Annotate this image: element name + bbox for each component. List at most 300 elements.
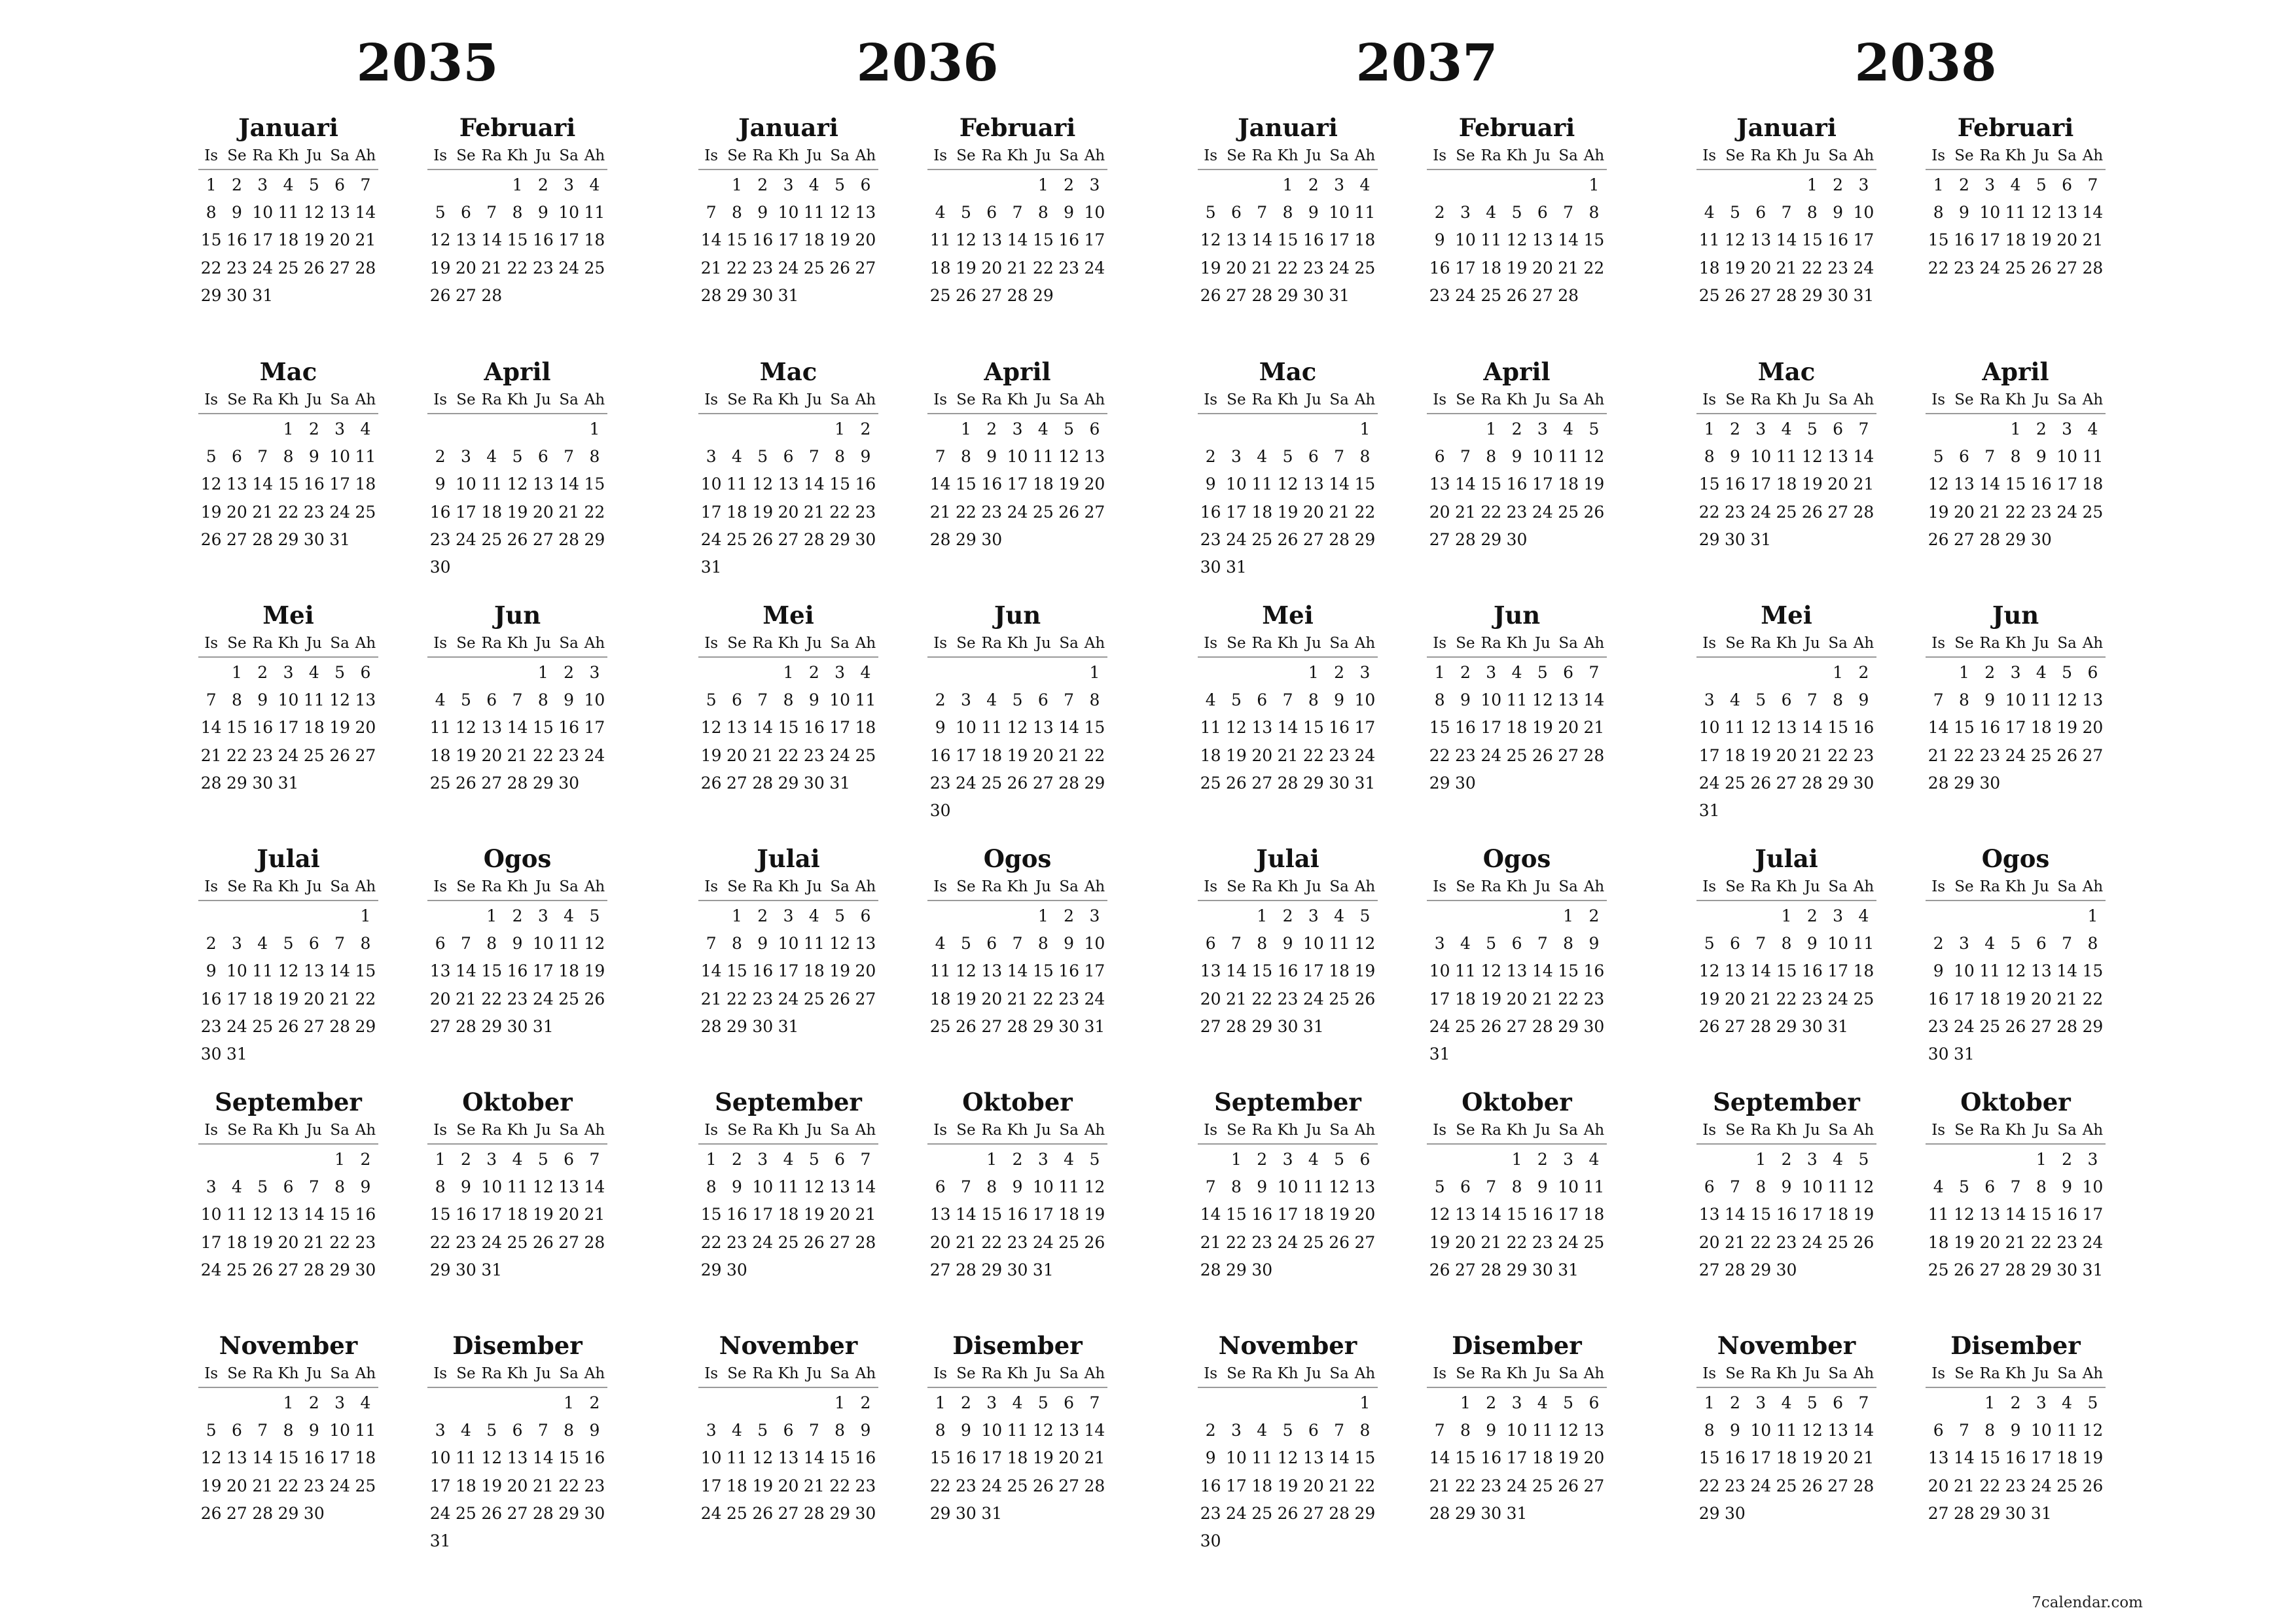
day-cell: 3 xyxy=(783,175,794,194)
day-cell: 17 xyxy=(584,718,605,738)
day-cell: 24 xyxy=(1979,258,2001,277)
day-cell: 23 xyxy=(1827,258,1849,277)
day-cell: 22 xyxy=(532,745,554,765)
day-cell: 20 xyxy=(1226,258,1247,277)
day-cell: 20 xyxy=(726,745,747,765)
weekday-label: Is xyxy=(933,878,948,895)
day-cell: 22 xyxy=(1354,1476,1376,1495)
day-cell: 19 xyxy=(1084,1205,1105,1224)
day-cell: 18 xyxy=(1480,258,1502,277)
day-cell: 13 xyxy=(726,718,747,738)
day-cell: 3 xyxy=(486,1150,497,1169)
day-cell: 19 xyxy=(1954,1232,1975,1252)
day-cell: 9 xyxy=(1588,934,1600,954)
month-calendar xyxy=(198,113,378,310)
day-cell: 28 xyxy=(1928,773,1949,793)
day-cell: 14 xyxy=(200,718,222,738)
weekday-label: Se xyxy=(456,147,476,164)
day-cell: 29 xyxy=(278,529,299,549)
day-cell: 9 xyxy=(1984,690,1996,710)
weekday-label: Ju xyxy=(806,1122,822,1139)
day-cell: 2 xyxy=(731,1150,742,1169)
day-cell: 8 xyxy=(783,690,794,710)
day-cell: 1 xyxy=(206,175,217,194)
day-cell: 28 xyxy=(803,529,825,549)
day-cell: 2 xyxy=(2036,419,2047,438)
weekday-label: Is xyxy=(1433,1365,1447,1382)
day-cell: 22 xyxy=(1506,1232,1528,1252)
day-cell: 9 xyxy=(1308,203,1319,223)
day-cell: 10 xyxy=(829,690,851,710)
day-cell: 12 xyxy=(456,718,476,738)
day-cell: 2 xyxy=(1486,1393,1497,1412)
weekday-label: Ra xyxy=(252,1365,274,1382)
day-cell: 4 xyxy=(2010,175,2021,194)
weekday-label: Kh xyxy=(2005,391,2026,408)
day-cell: 21 xyxy=(1007,258,1028,277)
day-cell: 30 xyxy=(200,1044,222,1063)
day-cell: 31 xyxy=(226,1044,247,1063)
day-cell: 2 xyxy=(960,1393,971,1412)
day-cell: 19 xyxy=(2056,718,2078,738)
day-cell: 12 xyxy=(2056,690,2078,710)
weekday-label: Se xyxy=(1227,1365,1246,1382)
weekday-label: Ra xyxy=(252,391,274,408)
day-cell: 21 xyxy=(1558,258,1579,277)
day-cell: 19 xyxy=(1725,258,1746,277)
weekday-label: Sa xyxy=(330,1122,350,1139)
day-cell: 6 xyxy=(564,1150,575,1169)
day-cell: 13 xyxy=(981,961,1003,981)
day-cell: 10 xyxy=(778,203,799,223)
weekday-label: Kh xyxy=(2005,878,2026,895)
day-grid xyxy=(698,1146,878,1284)
day-cell: 22 xyxy=(2005,502,2026,522)
day-cell: 3 xyxy=(589,663,600,682)
weekday-label: Ah xyxy=(1583,878,1605,895)
day-cell: 26 xyxy=(507,529,528,549)
weekday-label: Sa xyxy=(1828,147,1848,164)
day-cell: 17 xyxy=(1750,474,1772,494)
day-cell: 25 xyxy=(726,529,747,549)
day-cell: 25 xyxy=(1827,1232,1849,1252)
day-cell: 13 xyxy=(1725,961,1746,981)
day-cell: 13 xyxy=(1058,1421,1080,1440)
month-name: Mei xyxy=(262,601,314,630)
day-grid xyxy=(1926,902,2106,1068)
day-cell: 6 xyxy=(2087,663,2098,682)
day-cell: 3 xyxy=(1282,1150,1293,1169)
day-cell: 5 xyxy=(308,175,319,194)
day-cell: 16 xyxy=(1776,1205,1797,1224)
day-cell: 18 xyxy=(278,230,299,250)
day-cell: 4 xyxy=(1729,690,1740,710)
day-cell: 13 xyxy=(1750,230,1772,250)
day-cell: 8 xyxy=(360,934,371,954)
day-cell: 12 xyxy=(532,1177,554,1197)
day-cell: 6 xyxy=(1511,934,1522,954)
day-cell: 1 xyxy=(1089,663,1100,682)
day-cell: 17 xyxy=(1979,230,2001,250)
day-cell: 14 xyxy=(252,1448,274,1468)
day-cell: 24 xyxy=(1853,258,1874,277)
weekday-label: Se xyxy=(1725,147,1745,164)
day-cell: 12 xyxy=(1032,1421,1054,1440)
day-cell: 27 xyxy=(1979,1260,2001,1279)
day-cell: 31 xyxy=(829,773,851,793)
day-cell: 2 xyxy=(1958,175,1969,194)
day-cell: 30 xyxy=(303,1503,325,1523)
day-cell: 1 xyxy=(512,175,523,194)
weekday-label: Se xyxy=(956,391,976,408)
day-cell: 13 xyxy=(456,230,476,250)
weekday-label: Sa xyxy=(1828,878,1848,895)
day-cell: 21 xyxy=(558,502,580,522)
weekday-label: Ah xyxy=(2082,878,2104,895)
day-cell: 26 xyxy=(1558,1476,1579,1495)
day-cell: 9 xyxy=(860,447,871,467)
day-cell: 16 xyxy=(1979,718,2001,738)
day-cell: 4 xyxy=(308,663,319,682)
month-calendar xyxy=(1198,113,1378,310)
day-cell: 11 xyxy=(507,1177,528,1197)
day-cell: 11 xyxy=(1979,961,2001,981)
day-cell: 16 xyxy=(1251,1205,1273,1224)
day-cell: 27 xyxy=(481,773,503,793)
day-cell: 27 xyxy=(226,529,247,549)
weekday-label: Se xyxy=(1456,635,1475,652)
day-cell: 4 xyxy=(257,934,268,954)
month-calendar xyxy=(198,1087,378,1284)
day-cell: 15 xyxy=(726,961,747,981)
day-cell: 9 xyxy=(986,447,997,467)
weekday-header xyxy=(927,1361,1107,1388)
day-cell: 20 xyxy=(1532,258,1553,277)
day-cell: 4 xyxy=(1460,934,1471,954)
day-cell: 13 xyxy=(1200,961,1221,981)
day-cell: 26 xyxy=(329,745,351,765)
weekday-label: Ju xyxy=(1035,1365,1051,1382)
weekday-label: Is xyxy=(1433,878,1447,895)
weekday-label: Kh xyxy=(278,635,299,652)
day-cell: 1 xyxy=(1958,663,1969,682)
day-cell: 23 xyxy=(1480,1476,1502,1495)
day-cell: 16 xyxy=(1302,230,1324,250)
day-cell: 27 xyxy=(1302,529,1324,549)
day-cell: 26 xyxy=(1506,285,1528,305)
day-cell: 30 xyxy=(1583,1016,1605,1036)
day-cell: 29 xyxy=(1084,773,1105,793)
day-cell: 25 xyxy=(226,1260,247,1279)
weekday-header xyxy=(1696,1361,1876,1388)
day-cell: 25 xyxy=(1302,1232,1324,1252)
day-cell: 13 xyxy=(929,1205,951,1224)
day-cell: 13 xyxy=(1354,1177,1376,1197)
weekday-label: Sa xyxy=(830,391,850,408)
day-cell: 6 xyxy=(1257,690,1268,710)
day-cell: 9 xyxy=(935,718,946,738)
day-cell: 2 xyxy=(935,690,946,710)
weekday-label: Sa xyxy=(1558,147,1578,164)
day-cell: 15 xyxy=(1032,961,1054,981)
day-cell: 18 xyxy=(1506,718,1528,738)
day-cell: 10 xyxy=(1084,203,1105,223)
day-cell: 10 xyxy=(1801,1177,1823,1197)
day-cell: 27 xyxy=(855,258,876,277)
day-cell: 6 xyxy=(1588,1393,1600,1412)
month-calendar xyxy=(1198,357,1378,581)
weekday-header xyxy=(427,630,607,658)
day-cell: 2 xyxy=(360,1150,371,1169)
day-cell: 25 xyxy=(252,1016,274,1036)
day-cell: 22 xyxy=(1226,1232,1247,1252)
weekday-label: Ra xyxy=(752,1122,774,1139)
day-cell: 26 xyxy=(1801,502,1823,522)
day-cell: 22 xyxy=(1480,502,1502,522)
day-cell: 10 xyxy=(226,961,247,981)
day-cell: 21 xyxy=(1200,1232,1221,1252)
weekday-header xyxy=(198,1361,378,1388)
day-cell: 24 xyxy=(1302,989,1324,1008)
day-cell: 20 xyxy=(1827,1448,1849,1468)
day-cell: 1 xyxy=(2010,419,2021,438)
weekday-label: Se xyxy=(1954,147,1974,164)
day-cell: 24 xyxy=(584,745,605,765)
weekday-label: Sa xyxy=(1828,1122,1848,1139)
day-cell: 5 xyxy=(1537,663,1548,682)
year-title: 2038 xyxy=(1854,33,1997,93)
day-cell: 12 xyxy=(584,934,605,954)
day-cell: 24 xyxy=(1354,745,1376,765)
weekday-label: Ah xyxy=(1853,1365,1874,1382)
day-cell: 15 xyxy=(1698,474,1720,494)
day-cell: 6 xyxy=(1460,1177,1471,1197)
day-cell: 26 xyxy=(1583,502,1605,522)
month-name: Januari xyxy=(738,113,838,142)
weekday-label: Sa xyxy=(330,1365,350,1382)
day-cell: 2 xyxy=(1511,419,1522,438)
weekday-header xyxy=(698,1361,878,1388)
day-cell: 15 xyxy=(584,474,605,494)
day-cell: 9 xyxy=(435,474,446,494)
day-cell: 27 xyxy=(226,1503,247,1523)
day-cell: 3 xyxy=(2036,1393,2047,1412)
day-cell: 17 xyxy=(778,230,799,250)
weekday-label: Ra xyxy=(252,878,274,895)
day-cell: 23 xyxy=(803,745,825,765)
weekday-label: Kh xyxy=(1776,1122,1797,1139)
weekday-label: Kh xyxy=(2005,1365,2026,1382)
day-cell: 20 xyxy=(1302,1476,1324,1495)
day-cell: 12 xyxy=(278,961,299,981)
weekday-label: Se xyxy=(456,1365,476,1382)
day-cell: 23 xyxy=(752,989,774,1008)
day-cell: 27 xyxy=(1698,1260,1720,1279)
day-cell: 19 xyxy=(803,1205,825,1224)
weekday-label: Sa xyxy=(1558,391,1578,408)
day-cell: 29 xyxy=(1558,1016,1579,1036)
day-cell: 29 xyxy=(532,773,554,793)
day-grid xyxy=(1427,416,1607,554)
weekday-label: Is xyxy=(204,635,219,652)
day-cell: 7 xyxy=(1781,203,1792,223)
month-name: Mei xyxy=(1761,601,1812,630)
day-cell: 20 xyxy=(1200,989,1221,1008)
month-calendar xyxy=(1427,600,1607,797)
day-cell: 15 xyxy=(1750,1205,1772,1224)
day-cell: 21 xyxy=(1084,1448,1105,1468)
day-cell: 8 xyxy=(589,447,600,467)
day-cell: 9 xyxy=(360,1177,371,1197)
weekday-label: Ra xyxy=(1979,1122,2001,1139)
day-cell: 4 xyxy=(1359,175,1371,194)
day-cell: 4 xyxy=(731,1421,742,1440)
day-cell: 6 xyxy=(1833,419,1844,438)
day-cell: 6 xyxy=(1434,447,1445,467)
day-cell: 23 xyxy=(303,1476,325,1495)
day-cell: 20 xyxy=(1928,1476,1949,1495)
day-cell: 17 xyxy=(2005,718,2026,738)
day-grid xyxy=(1427,1146,1607,1284)
day-cell: 30 xyxy=(956,1503,977,1523)
day-grid xyxy=(698,1389,878,1527)
day-grid xyxy=(1696,1389,1876,1527)
day-cell: 12 xyxy=(1226,718,1247,738)
day-cell: 8 xyxy=(1588,203,1600,223)
day-cell: 15 xyxy=(1084,718,1105,738)
day-cell: 2 xyxy=(1282,906,1293,925)
day-cell: 3 xyxy=(1858,175,1869,194)
day-cell: 4 xyxy=(808,906,819,925)
day-cell: 14 xyxy=(1853,1421,1874,1440)
day-cell: 15 xyxy=(1032,230,1054,250)
day-cell: 14 xyxy=(700,961,722,981)
day-cell: 22 xyxy=(1032,258,1054,277)
day-cell: 17 xyxy=(752,1205,774,1224)
day-cell: 19 xyxy=(1583,474,1605,494)
day-cell: 18 xyxy=(1558,474,1579,494)
day-cell: 15 xyxy=(1558,961,1579,981)
day-cell: 30 xyxy=(1455,773,1476,793)
day-cell: 10 xyxy=(2056,447,2078,467)
day-cell: 23 xyxy=(855,502,876,522)
day-cell: 20 xyxy=(303,989,325,1008)
day-cell: 2 xyxy=(308,1393,319,1412)
day-cell: 15 xyxy=(1928,230,1949,250)
day-cell: 29 xyxy=(1277,285,1299,305)
day-cell: 23 xyxy=(507,989,528,1008)
day-cell: 15 xyxy=(355,961,376,981)
day-cell: 25 xyxy=(803,258,825,277)
day-cell: 6 xyxy=(1205,934,1216,954)
day-cell: 14 xyxy=(558,474,580,494)
day-cell: 6 xyxy=(1563,663,1574,682)
weekday-label: Ah xyxy=(584,147,605,164)
month-name: Februari xyxy=(1458,113,1575,142)
day-cell: 26 xyxy=(1928,529,1949,549)
day-cell: 23 xyxy=(1725,502,1746,522)
day-cell: 25 xyxy=(481,529,503,549)
day-cell: 13 xyxy=(329,203,351,223)
weekday-label: Se xyxy=(956,1365,976,1382)
day-cell: 3 xyxy=(206,1177,217,1197)
day-cell: 3 xyxy=(537,906,548,925)
weekday-label: Sa xyxy=(1329,391,1349,408)
day-cell: 26 xyxy=(2056,745,2078,765)
day-cell: 2 xyxy=(1064,175,1075,194)
day-cell: 22 xyxy=(200,258,222,277)
day-cell: 16 xyxy=(1058,230,1080,250)
weekday-label: Ra xyxy=(981,147,1003,164)
month-calendar xyxy=(1198,1330,1378,1555)
day-cell: 22 xyxy=(700,1232,722,1252)
day-cell: 14 xyxy=(1429,1448,1450,1468)
day-cell: 14 xyxy=(1583,690,1605,710)
day-cell: 17 xyxy=(1827,961,1849,981)
day-cell: 1 xyxy=(589,419,600,438)
day-cell: 11 xyxy=(929,961,951,981)
day-cell: 23 xyxy=(558,745,580,765)
day-cell: 19 xyxy=(1329,1205,1350,1224)
day-cell: 17 xyxy=(1429,989,1450,1008)
day-cell: 17 xyxy=(429,1476,451,1495)
day-cell: 9 xyxy=(512,934,523,954)
day-cell: 13 xyxy=(558,1177,580,1197)
day-cell: 22 xyxy=(1429,745,1450,765)
day-grid xyxy=(1926,416,2106,554)
weekday-header xyxy=(1198,143,1378,170)
day-cell: 18 xyxy=(456,1476,476,1495)
day-cell: 15 xyxy=(2005,474,2026,494)
day-cell: 28 xyxy=(1200,1260,1221,1279)
day-cell: 27 xyxy=(1200,1016,1221,1036)
day-cell: 8 xyxy=(960,447,971,467)
day-cell: 20 xyxy=(355,718,376,738)
day-cell: 24 xyxy=(278,745,299,765)
weekday-label: Ju xyxy=(1534,878,1551,895)
month-name: Ogos xyxy=(1981,844,2050,873)
day-cell: 12 xyxy=(1725,230,1746,250)
month-calendar xyxy=(1427,1330,1607,1527)
day-cell: 3 xyxy=(2062,419,2073,438)
weekday-label: Se xyxy=(1954,391,1974,408)
day-cell: 5 xyxy=(1933,447,1944,467)
day-cell: 8 xyxy=(564,1421,575,1440)
day-cell: 16 xyxy=(1725,474,1746,494)
day-cell: 18 xyxy=(1007,1448,1028,1468)
day-cell: 25 xyxy=(429,773,451,793)
day-cell: 20 xyxy=(226,1476,247,1495)
day-cell: 7 xyxy=(1588,663,1600,682)
day-cell: 21 xyxy=(1776,258,1797,277)
day-cell: 8 xyxy=(334,1177,346,1197)
day-cell: 6 xyxy=(1729,934,1740,954)
day-cell: 26 xyxy=(1277,1503,1299,1523)
day-cell: 31 xyxy=(1032,1260,1054,1279)
day-cell: 15 xyxy=(1354,1448,1376,1468)
weekday-label: Is xyxy=(433,878,448,895)
day-cell: 31 xyxy=(429,1531,451,1550)
day-grid xyxy=(1198,1146,1378,1284)
day-cell: 31 xyxy=(1329,285,1350,305)
day-cell: 25 xyxy=(1532,1476,1553,1495)
day-cell: 25 xyxy=(1251,1503,1273,1523)
weekday-label: Ju xyxy=(1035,1122,1051,1139)
weekday-label: Is xyxy=(1204,635,1218,652)
day-cell: 26 xyxy=(1032,1476,1054,1495)
day-cell: 19 xyxy=(1354,961,1376,981)
day-grid xyxy=(698,659,878,797)
